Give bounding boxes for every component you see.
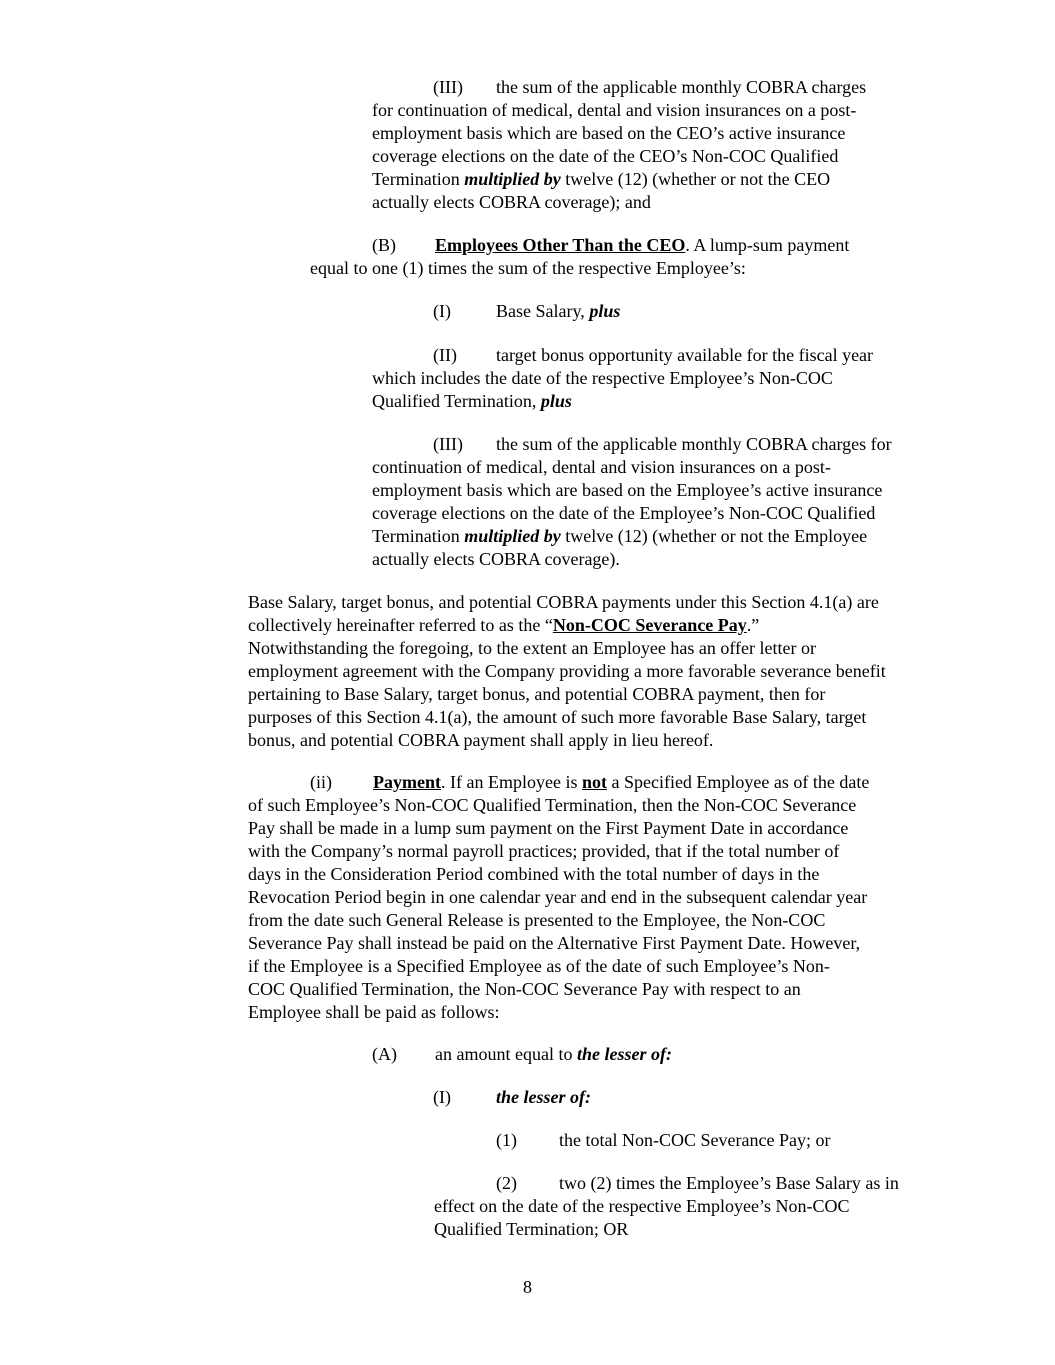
paragraph-line: of such Employee’s Non-COC Qualified Termination, then the Non-COC Severance [248,795,857,815]
clause-text: twelve (12) (whether or not the CEO [560,169,831,189]
clause-text: .” [746,615,760,635]
clause-text: target bonus opportunity available for the fiscal year [496,345,874,365]
paragraph-line: Qualified Termination; OR [434,1219,629,1239]
paragraph-line [372,1043,672,1065]
paragraph-line: Revocation Period begin in one calendar year and end in the subsequent calendar year [248,887,868,907]
clause-label: (I) [433,301,451,321]
paragraph-line: Base Salary, target bonus, and potential COBRA payments under this Section 4.1(a) are [248,592,879,612]
paragraph-line: employment basis which are based on the Employee’s active insurance [372,480,883,500]
section-heading: Payment [373,772,441,792]
paragraph-line: days in the Consideration Period combined with the total number of days in the [248,864,820,884]
clause-text: . If an Employee is [440,772,582,792]
paragraph-line [310,771,869,793]
paragraph-line: Notwithstanding the foregoing, to the extent an Employee has an offer letter or [248,638,817,658]
paragraph-line [496,1172,899,1194]
paragraph-line: from the date such General Release is presented to the Employee, the Non-COC [248,910,826,930]
paragraph-line [496,1129,830,1151]
page-number: 8 [523,1277,532,1297]
clause-label: (III) [433,77,463,97]
clause-label: (I) [433,1087,451,1107]
paragraph-line [248,614,759,636]
emphasis-text: plus [589,301,621,321]
clause-label: (2) [496,1173,517,1193]
paragraph-line [433,76,866,98]
emphasis-text: the lesser of: [496,1087,591,1107]
paragraph-line: Pay shall be made in a lump sum payment on the First Payment Date in accordance [248,818,849,838]
clause-text: Termination [372,169,465,189]
clause-text: Termination [372,526,465,546]
paragraph-line: effect on the date of the respective Employee’s Non-COC [434,1196,850,1216]
paragraph-line: purposes of this Section 4.1(a), the amount of such more favorable Base Salary, target [248,707,867,727]
clause-label: (1) [496,1130,517,1150]
paragraph-line: Severance Pay shall instead be paid on the Alternative First Payment Date. However, [248,933,861,953]
paragraph-line: coverage elections on the date of the Employee’s Non-COC Qualified [372,503,876,523]
paragraph-line [433,300,620,322]
clause-text: an amount equal to [435,1044,577,1064]
defined-term: Non-COC Severance Pay [552,615,747,635]
emphasis-text: multiplied by [464,526,561,546]
clause-text: . A lump-sum payment [685,235,850,255]
paragraph-line: equal to one (1) times the sum of the respective Employee’s: [310,258,746,278]
clause-label: (II) [433,345,457,365]
emphasis-text: plus [540,391,572,411]
paragraph-line: COC Qualified Termination, the Non-COC Severance Pay with respect to an [248,979,801,999]
paragraph-line [433,344,873,366]
clause-text: Base Salary, [496,301,590,321]
clause-label: (III) [433,434,463,454]
clause-text: Qualified Termination, [372,391,541,411]
paragraph-line [433,433,892,455]
paragraph-line: employment agreement with the Company providing a more favorable severance benefit [248,661,886,681]
clause-label: (B) [372,235,396,255]
paragraph-line: actually elects COBRA coverage). [372,549,620,569]
paragraph-line: for continuation of medical, dental and vision insurances on a post- [372,100,857,120]
paragraph-line [372,234,849,256]
paragraph-line: pertaining to Base Salary, target bonus, and potential COBRA payment, then for [248,684,826,704]
clause-text: twelve (12) (whether or not the Employee [560,526,868,546]
paragraph-line: with the Company’s normal payroll practices; provided, that if the total number of [248,841,840,861]
clause-label: (ii) [310,772,332,792]
paragraph-line: actually elects COBRA coverage); and [372,192,651,212]
paragraph-line [372,168,830,190]
clause-text: the sum of the applicable monthly COBRA charges for [496,434,892,454]
paragraph-line: if the Employee is a Specified Employee as of the date of such Employee’s Non- [248,956,830,976]
clause-label: (A) [372,1044,397,1064]
paragraph-line: coverage elections on the date of the CEO’s Non-COC Qualified [372,146,839,166]
clause-text: a Specified Employee as of the date [606,772,870,792]
paragraph-line: employment basis which are based on the CEO’s active insurance [372,123,846,143]
paragraph-line: Employee shall be paid as follows: [248,1002,500,1022]
section-heading: Employees Other Than the CEO [435,235,686,255]
clause-text: two (2) times the Employee’s Base Salary as in [559,1173,899,1193]
paragraph-line [433,1086,591,1108]
emphasis-text: the lesser of: [576,1044,672,1064]
emphasis-text: multiplied by [464,169,561,189]
paragraph-line: continuation of medical, dental and vision insurances on a post- [372,457,831,477]
paragraph-line [372,390,572,412]
clause-text: the sum of the applicable monthly COBRA charges [496,77,867,97]
paragraph-line [372,525,867,547]
emphasis-text: not [581,772,607,792]
clause-text: the total Non-COC Severance Pay; or [559,1130,831,1150]
paragraph-line: which includes the date of the respective Employee’s Non-COC [372,368,833,388]
clause-text: collectively hereinafter referred to as the “ [248,615,553,635]
paragraph-line: bonus, and potential COBRA payment shall apply in lieu hereof. [248,730,714,750]
